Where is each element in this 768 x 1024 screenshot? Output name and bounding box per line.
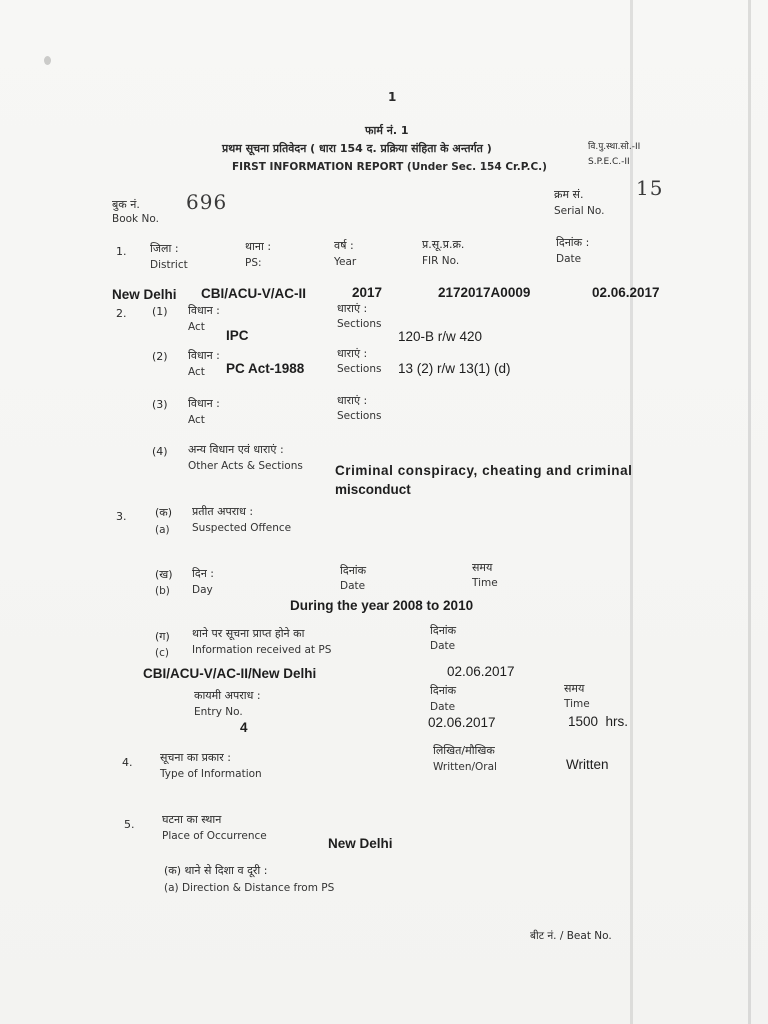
sections-3-label-hindi: धाराएं :	[337, 394, 368, 407]
ink-smudge	[44, 56, 51, 65]
title-english: FIRST INFORMATION REPORT (Under Sec. 154 Cr.P.C.)	[232, 161, 547, 173]
page-fold-line	[630, 0, 633, 1024]
info-received-label-english: Information received at PS	[192, 644, 332, 656]
info-type-value: Written	[566, 757, 609, 772]
direction-label-hindi: (क) थाने से दिशा व दूरी :	[164, 864, 268, 877]
info-received-date-value: 02.06.2017	[447, 664, 515, 679]
spec-english: S.P.E.C.-II	[588, 157, 630, 167]
ps-label-hindi: थाना :	[245, 240, 272, 253]
act-1-value: IPC	[226, 328, 249, 343]
act-2-label-hindi: विधान :	[188, 349, 220, 362]
suspected-offence-index-hindi: (क)	[155, 506, 173, 519]
occurrence-time-label-hindi: समय	[472, 561, 493, 574]
act-2-value: PC Act-1988	[226, 361, 305, 376]
entry-date-label-english: Date	[430, 701, 456, 713]
info-received-date-label-english: Date	[430, 640, 456, 652]
fir-label-english: FIR No.	[422, 255, 460, 267]
section-2-number: 2.	[116, 307, 127, 320]
district-value: New Delhi	[112, 287, 177, 302]
sections-1-label-english: Sections	[337, 318, 382, 330]
occurrence-date-label-hindi: दिनांक	[340, 564, 367, 577]
info-received-date-label-hindi: दिनांक	[430, 624, 457, 637]
section-5-number: 5.	[124, 818, 135, 831]
form-number: फार्म नं. 1	[365, 124, 409, 137]
info-received-index-english: (c)	[155, 647, 169, 659]
entry-date-value: 02.06.2017	[428, 715, 496, 730]
act-3-label-hindi: विधान :	[188, 397, 220, 410]
info-received-label-hindi: थाने पर सूचना प्राप्त होने का	[192, 627, 305, 640]
day-label-english: Day	[192, 584, 213, 596]
day-label-hindi: दिन :	[192, 567, 214, 580]
occurrence-period-value: During the year 2008 to 2010	[290, 598, 474, 613]
year-label-hindi: वर्ष :	[334, 239, 354, 252]
direction-label-english: (a) Direction & Distance from PS	[164, 882, 335, 894]
book-number: 696	[186, 190, 228, 214]
district-label-english: District	[150, 259, 188, 271]
other-acts-value-line-1: Criminal conspiracy, cheating and criminal	[335, 463, 633, 478]
sections-3-label-english: Sections	[337, 410, 382, 422]
spec-hindi: वि.पु.स्था.सो.-II	[588, 142, 641, 152]
info-received-ps-value: CBI/ACU-V/AC-II/New Delhi	[143, 666, 317, 681]
other-acts-label-english: Other Acts & Sections	[188, 460, 303, 472]
sections-1-label-hindi: धाराएं :	[337, 302, 368, 315]
serial-number: 15	[636, 176, 664, 200]
entry-date-label-hindi: दिनांक	[430, 684, 457, 697]
serial-label-english: Serial No.	[554, 205, 605, 217]
occurrence-time-label-english: Time	[472, 577, 498, 589]
sections-2-label-hindi: धाराएं :	[337, 347, 368, 360]
section-3-number: 3.	[116, 510, 127, 523]
other-acts-index: (4)	[152, 445, 168, 458]
fir-value: 2172017A0009	[438, 285, 531, 300]
title-hindi: प्रथम सूचना प्रतिवेदन ( धारा 154 द. प्रक्रिया संहिता के अन्तर्गत )	[222, 142, 492, 155]
suspected-offence-label-english: Suspected Offence	[192, 522, 292, 534]
act-2-label-english: Act	[188, 366, 205, 378]
act-1-label-hindi: विधान :	[188, 304, 220, 317]
day-index-hindi: (ख)	[155, 568, 173, 581]
act-1-index: (1)	[152, 305, 168, 318]
date-value: 02.06.2017	[592, 285, 660, 300]
sections-2-label-english: Sections	[337, 363, 382, 375]
sections-2-value: 13 (2) r/w 13(1) (d)	[398, 361, 511, 376]
fir-label-hindi: प्र.सू.प्र.क्र.	[422, 238, 465, 251]
beat-number-label: बीट नं. / Beat No.	[530, 930, 612, 942]
section-1-number: 1.	[116, 245, 127, 258]
year-label-english: Year	[334, 256, 357, 268]
date-label-hindi: दिनांक :	[556, 236, 590, 249]
act-1-label-english: Act	[188, 321, 205, 333]
info-type-label-english: Type of Information	[160, 768, 262, 780]
district-label-hindi: जिला :	[150, 242, 179, 255]
other-acts-label-hindi: अन्य विधान एवं धाराएं :	[188, 443, 284, 456]
entry-time-label-english: Time	[564, 698, 590, 710]
place-label-hindi: घटना का स्थान	[162, 813, 222, 826]
serial-label-hindi: क्रम सं.	[554, 188, 584, 201]
entry-label-hindi: कायमी अपराध :	[194, 689, 261, 702]
place-label-english: Place of Occurrence	[162, 830, 267, 842]
info-type-label-hindi: सूचना का प्रकार :	[160, 751, 231, 764]
other-acts-value-line-2: misconduct	[335, 482, 411, 497]
day-index-english: (b)	[155, 585, 170, 597]
suspected-offence-label-hindi: प्रतीत अपराध :	[192, 505, 254, 518]
ps-label-english: PS:	[245, 257, 262, 269]
entry-time-value: 1500 hrs.	[568, 714, 629, 729]
entry-number-value: 4	[240, 720, 248, 735]
page-number: 1	[388, 90, 397, 104]
section-4-number: 4.	[122, 756, 133, 769]
info-received-index-hindi: (ग)	[155, 630, 170, 643]
act-3-index: (3)	[152, 398, 168, 411]
page-edge	[748, 0, 751, 1024]
book-label-english: Book No.	[112, 213, 159, 225]
act-2-index: (2)	[152, 350, 168, 363]
entry-time-label-hindi: समय	[564, 682, 585, 695]
written-oral-label-english: Written/Oral	[433, 761, 497, 773]
sections-1-value: 120-B r/w 420	[398, 329, 483, 344]
ps-value: CBI/ACU-V/AC-II	[201, 286, 306, 301]
occurrence-date-label-english: Date	[340, 580, 366, 592]
entry-label-english: Entry No.	[194, 706, 243, 718]
written-oral-label-hindi: लिखित/मौखिक	[433, 744, 495, 757]
act-3-label-english: Act	[188, 414, 205, 426]
date-label-english: Date	[556, 253, 582, 265]
book-label-hindi: बुक नं.	[112, 198, 140, 211]
place-value: New Delhi	[328, 836, 393, 851]
year-value: 2017	[352, 285, 383, 300]
suspected-offence-index-english: (a)	[155, 524, 170, 536]
